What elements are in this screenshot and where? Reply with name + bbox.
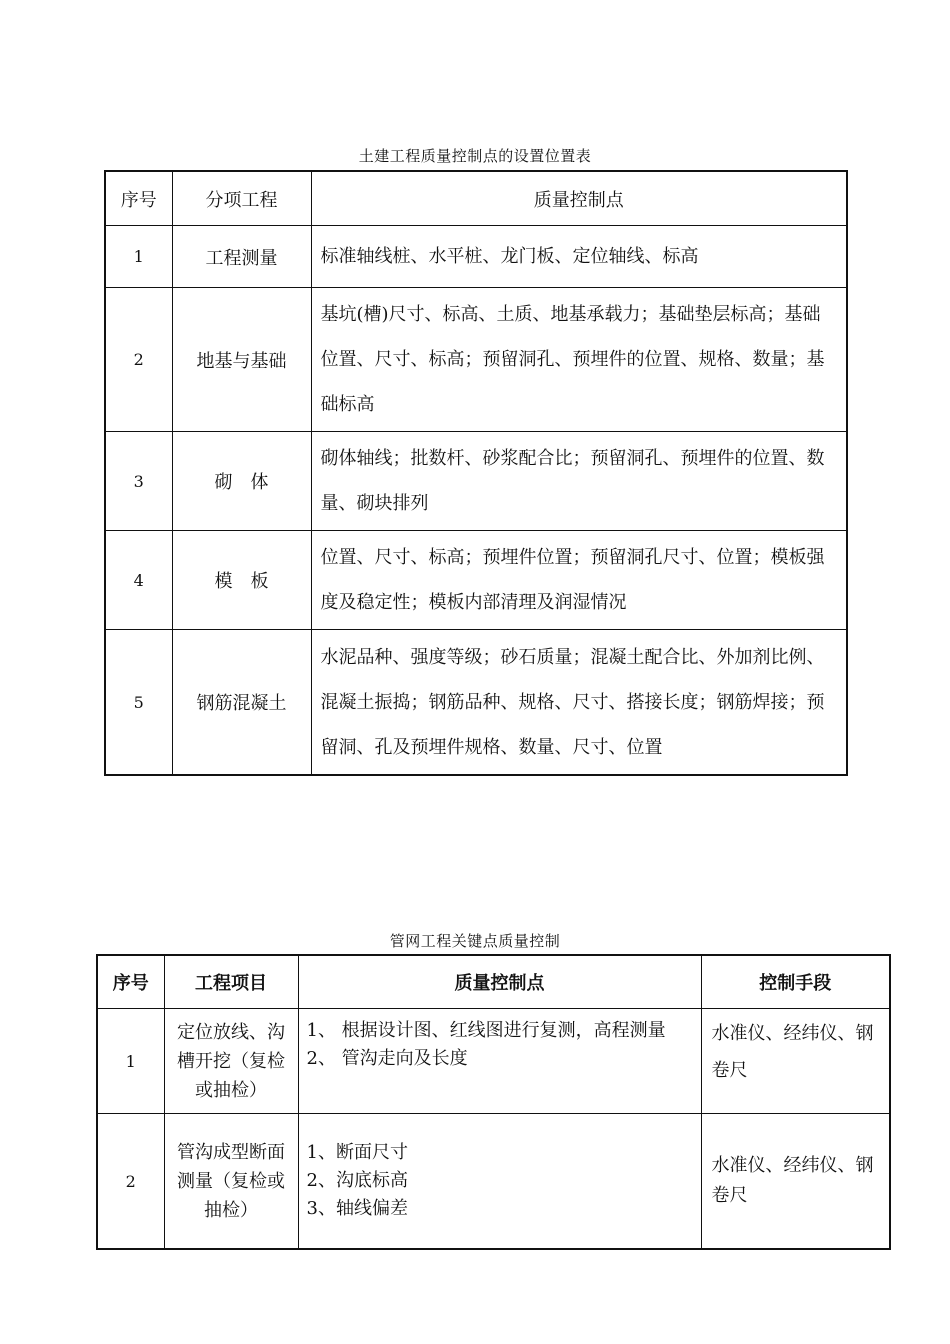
- header-seq: 序号: [105, 171, 172, 226]
- table-row: [97, 1114, 890, 1250]
- header-item: 分项工程: [172, 171, 311, 226]
- pipe-network-quality-table: [96, 954, 891, 1250]
- row-item: 管沟成型断面测量（复检或抽检）: [164, 1114, 298, 1250]
- row-item: 工程测量: [172, 226, 311, 288]
- header-points: 质量控制点: [298, 955, 701, 1009]
- table-header-row: [105, 171, 847, 226]
- row-number: 1: [97, 1009, 164, 1114]
- row-item: 地基与基础: [172, 288, 311, 432]
- row-points: 砌体轴线；批数杆、砂浆配合比；预留洞孔、预埋件的位置、数量、砌块排列: [311, 432, 847, 531]
- row-item: 砌 体: [172, 432, 311, 531]
- header-project: 工程项目: [164, 955, 298, 1009]
- table-row: [105, 630, 847, 776]
- row-points: [298, 1009, 701, 1114]
- point-line: 2、 管沟走向及长度: [306, 1048, 468, 1069]
- header-points: 质量控制点: [311, 171, 847, 226]
- row-number: 2: [97, 1114, 164, 1250]
- point-line: 2、沟底标高: [306, 1170, 408, 1191]
- table-row: [97, 1009, 890, 1114]
- header-means: 控制手段: [701, 955, 890, 1009]
- civil-quality-control-table: [104, 170, 848, 776]
- row-means: 水准仪、经纬仪、钢卷尺: [701, 1114, 890, 1250]
- table2-caption: 管网工程关键点质量控制: [389, 932, 561, 950]
- table-row: [105, 226, 847, 288]
- point-line: 1、断面尺寸: [306, 1142, 408, 1163]
- table-row: [105, 432, 847, 531]
- row-points: [298, 1114, 701, 1250]
- point-line: 3、轴线偏差: [306, 1198, 408, 1219]
- row-points: 标准轴线桩、水平桩、龙门板、定位轴线、标高: [311, 226, 847, 288]
- row-number: 2: [105, 288, 172, 432]
- row-item: 模 板: [172, 531, 311, 630]
- row-number: 4: [105, 531, 172, 630]
- row-means: 水准仪、经纬仪、钢卷尺: [701, 1009, 890, 1114]
- table-row: [105, 288, 847, 432]
- table-row: [105, 531, 847, 630]
- row-item: 钢筋混凝土: [172, 630, 311, 776]
- point-line: 1、 根据设计图、红线图进行复测，高程测量: [306, 1020, 666, 1041]
- header-seq: 序号: [97, 955, 164, 1009]
- table1-caption: 土建工程质量控制点的设置位置表: [358, 147, 592, 165]
- table-header-row: [97, 955, 890, 1009]
- row-number: 5: [105, 630, 172, 776]
- row-points: 基坑(槽)尺寸、标高、土质、地基承载力；基础垫层标高；基础位置、尺寸、标高；预留洞孔、预埋件的位置、规格、数量；基础标高: [311, 288, 847, 432]
- row-points: 水泥品种、强度等级；砂石质量；混凝土配合比、外加剂比例、混凝土振捣；钢筋品种、规格、尺寸、搭接长度；钢筋焊接；预留洞、孔及预埋件规格、数量、尺寸、位置: [311, 630, 847, 776]
- row-number: 1: [105, 226, 172, 288]
- row-item: 定位放线、沟槽开挖（复检或抽检）: [164, 1009, 298, 1114]
- row-points: 位置、尺寸、标高；预埋件位置；预留洞孔尺寸、位置；模板强度及稳定性；模板内部清理及润湿情况: [311, 531, 847, 630]
- row-number: 3: [105, 432, 172, 531]
